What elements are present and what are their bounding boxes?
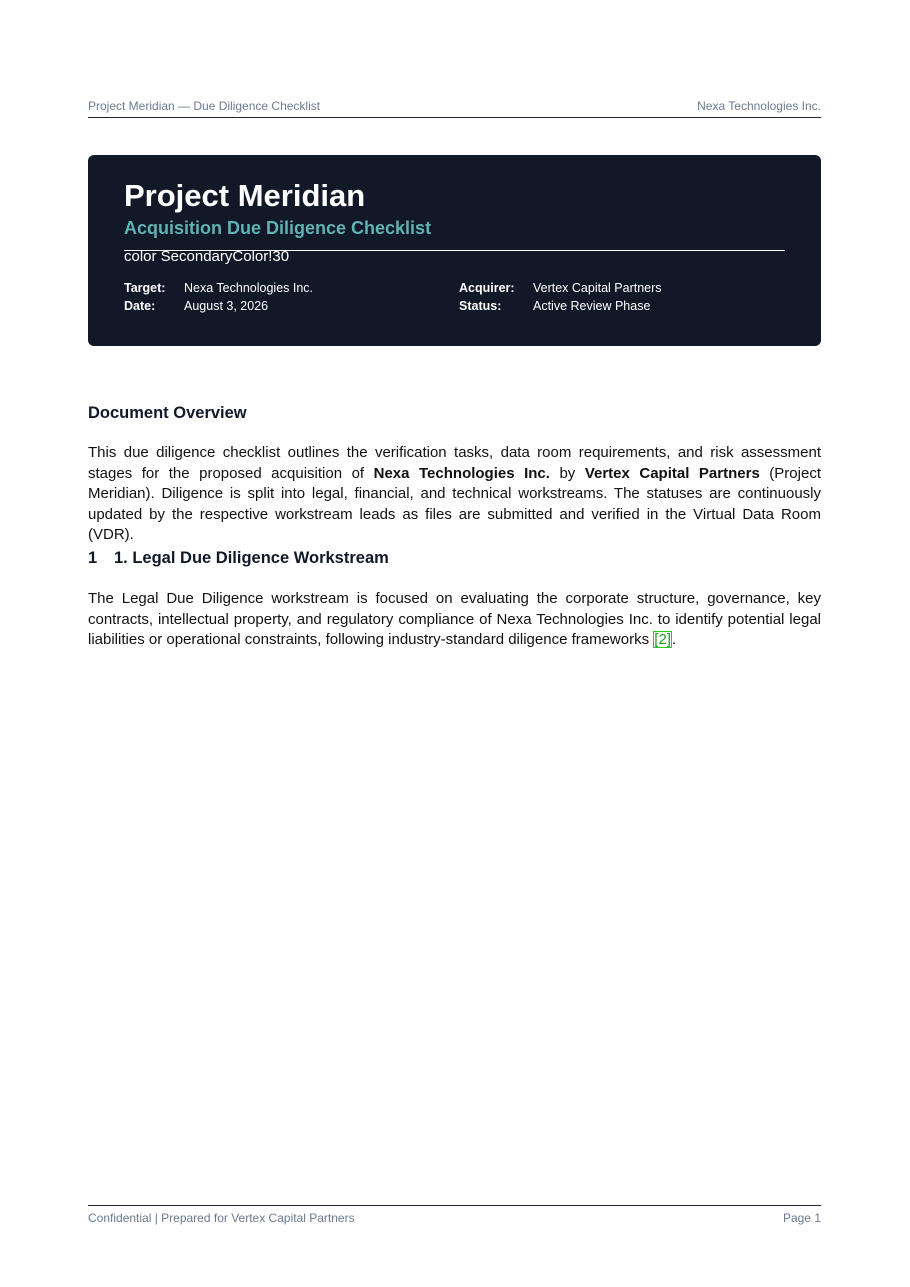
legal-text: . [671, 631, 677, 648]
header-company: Nexa Technologies Inc. [697, 99, 821, 113]
page-title: Project Meridian [124, 178, 366, 213]
section-heading-overview: Document Overview [88, 404, 247, 422]
section-title: 1. Legal Due Diligence Workstream [114, 549, 389, 567]
acquirer-label: Acquirer: [459, 281, 515, 295]
footer-confidential: Confidential | Prepared for Vertex Capital Partners [88, 1211, 355, 1225]
target-name-bold: Nexa Technologies Inc. [373, 464, 550, 482]
legal-paragraph [88, 589, 821, 651]
acquirer-name-bold: Vertex Capital Partners [584, 464, 760, 482]
meta-row [124, 297, 785, 315]
legal-text: The Legal Due Diligence workstream is focused on evaluating the corporate structure, governance, key contracts, intellectual property, and regulatory compliance of Nexa Technologies Inc. to identify potential legal liabilities or operational constraints, following industry-standard diligence frameworks [88, 590, 821, 648]
title-banner [88, 155, 821, 346]
overview-text: This due diligence checklist outlines the verification tasks, data room requirements, and risk assessment stages for the proposed acquisition of [88, 444, 821, 482]
overview-paragraph [88, 443, 821, 546]
running-header [88, 99, 821, 118]
banner-divider [124, 250, 785, 251]
running-footer [88, 1205, 821, 1225]
citation-link[interactable]: [2] [654, 631, 671, 648]
deal-metadata [124, 279, 785, 315]
date-value: August 3, 2026 [184, 299, 269, 313]
page-number: Page 1 [782, 1211, 821, 1225]
overview-text: (Project Meridian). Diligence is split into legal, financial, and technical workstreams. The statuses are continuously updated by the respective workstream leads as files are submitted and verified in the Virtual Data Room (VDR). [88, 464, 821, 543]
header-doc-title: Project Meridian — Due Diligence Checklist [88, 99, 321, 113]
date-label: Date: [124, 299, 156, 313]
meta-row [124, 279, 785, 297]
section-number: 1 [88, 549, 98, 567]
document-page [88, 0, 821, 1287]
overview-text: by [549, 464, 585, 482]
status-value: Active Review Phase [533, 299, 651, 313]
status-label: Status: [459, 299, 502, 313]
target-value: Nexa Technologies Inc. [184, 281, 314, 295]
section-heading-legal [88, 549, 389, 568]
page-subtitle: Acquisition Due Diligence Checklist [124, 218, 432, 238]
acquirer-value: Vertex Capital Partners [533, 281, 662, 295]
banner-note: color SecondaryColor!30 [124, 248, 290, 265]
target-label: Target: [124, 281, 166, 295]
